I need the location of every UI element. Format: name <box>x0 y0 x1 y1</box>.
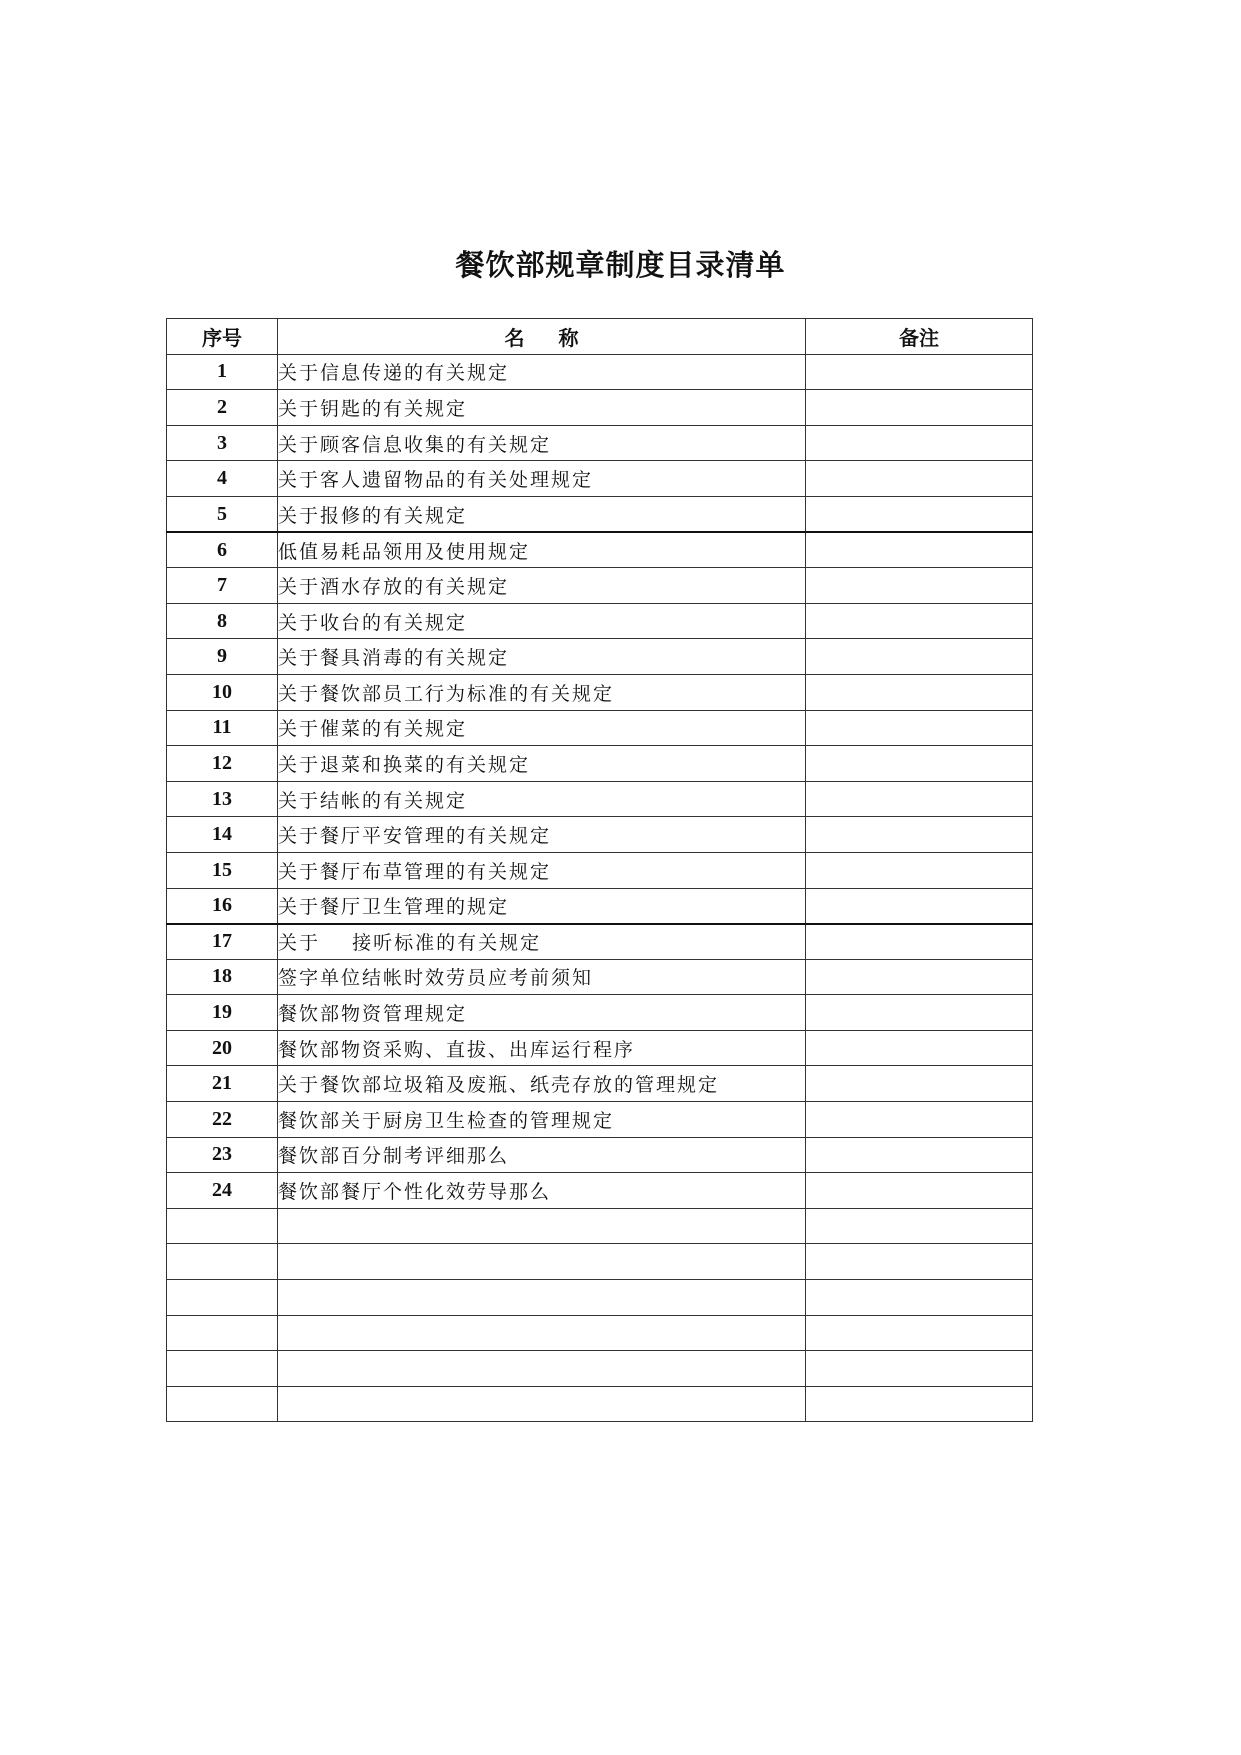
row-remarks <box>806 1351 1033 1387</box>
row-regulation-name: 关于餐厅卫生管理的规定 <box>278 888 806 924</box>
row-remarks <box>806 390 1033 426</box>
table-row <box>167 852 1033 888</box>
row-remarks <box>806 603 1033 639</box>
regulation-catalog-table <box>166 318 1033 1422</box>
row-serial-number <box>167 1208 278 1244</box>
row-remarks <box>806 1102 1033 1138</box>
table-row <box>167 817 1033 853</box>
table-row <box>167 888 1033 924</box>
row-regulation-name: 关于餐厅布草管理的有关规定 <box>278 852 806 888</box>
row-regulation-name: 餐饮部物资采购、直拔、出库运行程序 <box>278 1030 806 1066</box>
row-serial-number: 12 <box>167 746 278 782</box>
row-serial-number: 4 <box>167 461 278 497</box>
row-remarks <box>806 852 1033 888</box>
row-remarks <box>806 354 1033 390</box>
row-remarks <box>806 1280 1033 1316</box>
table-row <box>167 1137 1033 1173</box>
row-serial-number: 24 <box>167 1173 278 1209</box>
row-serial-number: 17 <box>167 924 278 960</box>
table-row <box>167 639 1033 675</box>
table-row <box>167 568 1033 604</box>
row-remarks <box>806 924 1033 960</box>
header-name-text: 名称 <box>504 325 613 350</box>
row-regulation-name: 关于收台的有关规定 <box>278 603 806 639</box>
table-row <box>167 1386 1033 1422</box>
row-remarks <box>806 1030 1033 1066</box>
row-serial-number: 2 <box>167 390 278 426</box>
table-row <box>167 1244 1033 1280</box>
row-regulation-name: 关于 接听标准的有关规定 <box>278 924 806 960</box>
row-regulation-name <box>278 1208 806 1244</box>
table-row <box>167 1280 1033 1316</box>
row-regulation-name: 关于信息传递的有关规定 <box>278 354 806 390</box>
table-header-row <box>167 319 1033 355</box>
table-row <box>167 390 1033 426</box>
row-regulation-name: 关于催菜的有关规定 <box>278 710 806 746</box>
row-remarks <box>806 1066 1033 1102</box>
header-name <box>278 319 806 355</box>
header-serial-number: 序号 <box>167 319 278 355</box>
table-row <box>167 496 1033 532</box>
row-remarks <box>806 461 1033 497</box>
row-serial-number: 11 <box>167 710 278 746</box>
table-row <box>167 710 1033 746</box>
row-serial-number: 15 <box>167 852 278 888</box>
row-remarks <box>806 674 1033 710</box>
row-remarks <box>806 496 1033 532</box>
row-regulation-name: 关于餐饮部垃圾箱及废瓶、纸壳存放的管理规定 <box>278 1066 806 1102</box>
row-regulation-name: 关于餐饮部员工行为标准的有关规定 <box>278 674 806 710</box>
table-row <box>167 959 1033 995</box>
row-regulation-name <box>278 1315 806 1351</box>
row-serial-number: 19 <box>167 995 278 1031</box>
row-serial-number <box>167 1315 278 1351</box>
row-regulation-name <box>278 1244 806 1280</box>
table-row <box>167 1066 1033 1102</box>
row-serial-number: 18 <box>167 959 278 995</box>
row-regulation-name <box>278 1386 806 1422</box>
row-remarks <box>806 1386 1033 1422</box>
table-row <box>167 781 1033 817</box>
table-row <box>167 1030 1033 1066</box>
row-regulation-name: 关于餐具消毒的有关规定 <box>278 639 806 675</box>
table-row <box>167 1208 1033 1244</box>
row-regulation-name <box>278 1280 806 1316</box>
row-serial-number: 14 <box>167 817 278 853</box>
row-regulation-name: 餐饮部关于厨房卫生检查的管理规定 <box>278 1102 806 1138</box>
row-regulation-name: 关于退菜和换菜的有关规定 <box>278 746 806 782</box>
row-serial-number <box>167 1280 278 1316</box>
row-regulation-name: 低值易耗品领用及使用规定 <box>278 532 806 568</box>
table-row <box>167 532 1033 568</box>
row-serial-number: 7 <box>167 568 278 604</box>
row-regulation-name: 关于顾客信息收集的有关规定 <box>278 425 806 461</box>
table-row <box>167 425 1033 461</box>
row-serial-number: 20 <box>167 1030 278 1066</box>
row-remarks <box>806 1173 1033 1209</box>
table-body <box>167 354 1033 1422</box>
table-row <box>167 603 1033 639</box>
row-regulation-name: 餐饮部百分制考评细那么 <box>278 1137 806 1173</box>
row-serial-number: 21 <box>167 1066 278 1102</box>
row-serial-number: 6 <box>167 532 278 568</box>
row-regulation-name: 关于酒水存放的有关规定 <box>278 568 806 604</box>
row-remarks <box>806 781 1033 817</box>
row-remarks <box>806 888 1033 924</box>
row-serial-number: 5 <box>167 496 278 532</box>
row-remarks <box>806 1137 1033 1173</box>
row-serial-number: 16 <box>167 888 278 924</box>
row-remarks <box>806 1315 1033 1351</box>
row-remarks <box>806 817 1033 853</box>
row-serial-number: 3 <box>167 425 278 461</box>
table-row <box>167 1315 1033 1351</box>
table-row <box>167 354 1033 390</box>
row-remarks <box>806 959 1033 995</box>
row-regulation-name: 餐饮部餐厅个性化效劳导那么 <box>278 1173 806 1209</box>
table-row <box>167 1173 1033 1209</box>
table-row <box>167 995 1033 1031</box>
row-remarks <box>806 568 1033 604</box>
table-row <box>167 1351 1033 1387</box>
row-remarks <box>806 1244 1033 1280</box>
row-serial-number: 22 <box>167 1102 278 1138</box>
row-regulation-name: 关于客人遗留物品的有关处理规定 <box>278 461 806 497</box>
row-regulation-name: 关于钥匙的有关规定 <box>278 390 806 426</box>
row-remarks <box>806 746 1033 782</box>
row-serial-number: 10 <box>167 674 278 710</box>
row-regulation-name: 签字单位结帐时效劳员应考前须知 <box>278 959 806 995</box>
row-remarks <box>806 710 1033 746</box>
row-regulation-name: 关于报修的有关规定 <box>278 496 806 532</box>
row-remarks <box>806 1208 1033 1244</box>
row-serial-number: 13 <box>167 781 278 817</box>
row-serial-number <box>167 1386 278 1422</box>
table-row <box>167 674 1033 710</box>
row-regulation-name: 关于餐厅平安管理的有关规定 <box>278 817 806 853</box>
document-title: 餐饮部规章制度目录清单 <box>455 248 786 282</box>
row-serial-number <box>167 1351 278 1387</box>
row-regulation-name: 餐饮部物资管理规定 <box>278 995 806 1031</box>
row-regulation-name <box>278 1351 806 1387</box>
row-remarks <box>806 639 1033 675</box>
row-serial-number: 1 <box>167 354 278 390</box>
row-serial-number: 23 <box>167 1137 278 1173</box>
row-serial-number: 8 <box>167 603 278 639</box>
row-serial-number <box>167 1244 278 1280</box>
row-remarks <box>806 532 1033 568</box>
header-remarks: 备注 <box>806 319 1033 355</box>
row-serial-number: 9 <box>167 639 278 675</box>
row-remarks <box>806 425 1033 461</box>
row-regulation-name: 关于结帐的有关规定 <box>278 781 806 817</box>
table-row <box>167 746 1033 782</box>
table-row <box>167 461 1033 497</box>
row-remarks <box>806 995 1033 1031</box>
table-row <box>167 1102 1033 1138</box>
table-row <box>167 924 1033 960</box>
